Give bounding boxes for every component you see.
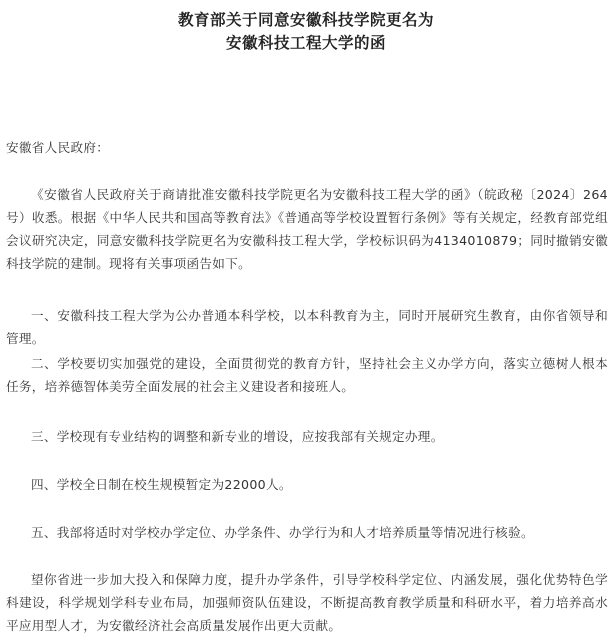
item-5: 五、我部将适时对学校办学定位、办学条件、办学行为和人才培养质量等情况进行核验。 [31, 525, 534, 540]
body-paragraph: 《安徽省人民政府关于商请批准安徽科技学院更名为安徽科技工程大学的函》（皖政秘〔2024〕264号）收悉。根据《中华人民共和国高等教育法》《普通高等学校设置暂行条例》等有关规定，经教育部党组会议研究决定，同意安徽科技学院更名为安徽科技工程大学，学校标识码为4134010879；同时撤销安徽科技学院的建制。现将有关事项函告如下。 [6, 187, 608, 271]
closing-paragraph: 望你省进一步加大投入和保障力度，提升办学条件，引导学校科学定位、内涵发展，强化优势特色学科建设，科学规划学科专业布局，加强师资队伍建设，不断提高教育教学质量和科研水平，着力培养高水平应用型人才，为安徽经济社会高质量发展作出更大贡献。 [6, 572, 608, 633]
document-title-line-1: 教育部关于同意安徽科技学院更名为 [177, 11, 434, 29]
item-4: 四、学校全日制在校生规模暂定为22000人。 [31, 477, 292, 492]
item-1: 一、安徽科技工程大学为公办普通本科学校，以本科教育为主，同时开展研究生教育，由你省领导和管理。 [6, 308, 608, 346]
item-2: 二、学校要切实加强党的建设，全面贯彻党的教育方针，坚持社会主义办学方向，落实立德树人根本任务，培养德智体美劳全面发展的社会主义建设者和接班人。 [6, 356, 608, 394]
item-3: 三、学校现有专业结构的调整和新专业的增设，应按我部有关规定办理。 [31, 429, 444, 444]
document-title-line-2: 安徽科技工程大学的函 [225, 34, 386, 52]
salutation: 安徽省人民政府： [6, 140, 110, 155]
